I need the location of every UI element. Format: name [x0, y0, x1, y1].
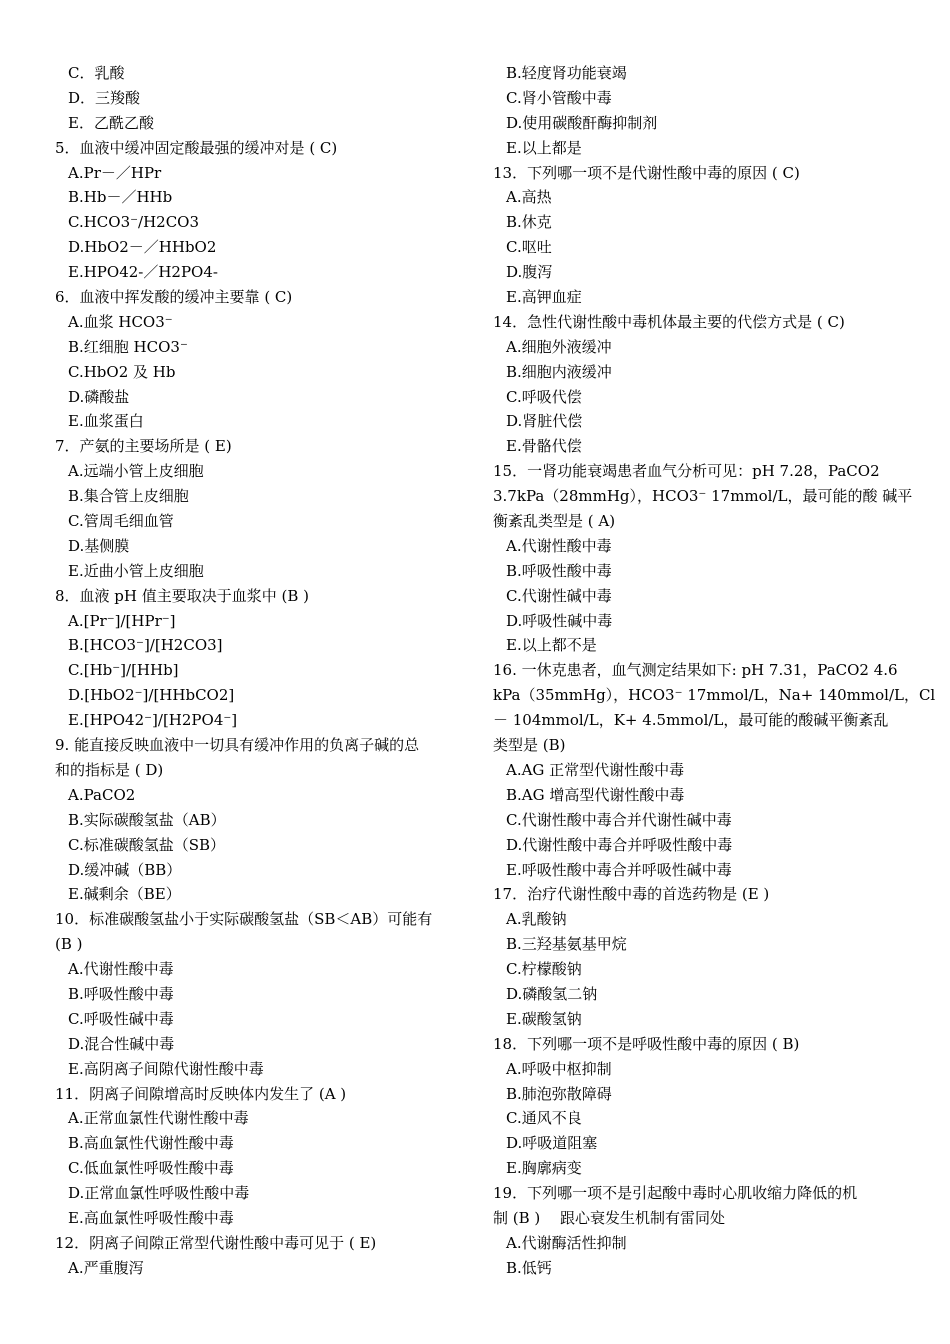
- question-text: － 104mmol/L，K+ 4.5mmol/L，最可能的酸碱平衡紊乱: [493, 711, 889, 730]
- answer-option: A.高热: [506, 188, 552, 207]
- answer-option: D．三羧酸: [68, 88, 141, 107]
- question-text: 16. 一休克患者，血气测定结果如下: pH 7.31，PaCO2 4.6: [493, 661, 898, 680]
- answer-option: A.正常血氯性代谢性酸中毒: [68, 1109, 249, 1128]
- question-text: 15．一肾功能衰竭患者血气分析可见：pH 7.28，PaCO2: [493, 462, 880, 481]
- question-text: 18．下列哪一项不是呼吸性酸中毒的原因 ( B): [493, 1034, 800, 1053]
- answer-option: C.代谢性碱中毒: [506, 586, 612, 605]
- answer-option: D.缓冲碱（BB）: [68, 860, 182, 879]
- answer-option: C.HCO3⁻/H2CO3: [68, 213, 200, 232]
- answer-option: C.通风不良: [506, 1109, 582, 1128]
- question-text: 10．标准碳酸氢盐小于实际碳酸氢盐（SB＜AB）可能有: [55, 910, 433, 929]
- answer-option: E．乙酰乙酸: [68, 113, 154, 132]
- answer-option: A.代谢性酸中毒: [68, 960, 174, 979]
- answer-option: D.肾脏代偿: [506, 412, 583, 431]
- answer-option: D.腹泻: [506, 263, 553, 282]
- answer-option: C.代谢性酸中毒合并代谢性碱中毒: [506, 810, 732, 829]
- answer-option: A.AG 正常型代谢性酸中毒: [506, 760, 685, 779]
- question-text: 5．血液中缓冲固定酸最强的缓冲对是 ( C): [55, 138, 338, 157]
- answer-option: E.近曲小管上皮细胞: [68, 561, 204, 580]
- question-text: 13．下列哪一项不是代谢性酸中毒的原因 ( C): [493, 163, 800, 182]
- answer-option: D.呼吸道阻塞: [506, 1134, 598, 1153]
- answer-option: B.轻度肾功能衰竭: [506, 64, 627, 82]
- answer-option: E.碱剩余（BE）: [68, 885, 181, 904]
- answer-option: D.代谢性酸中毒合并呼吸性酸中毒: [506, 835, 733, 854]
- answer-option: D.基侧膜: [68, 536, 130, 555]
- answer-option: A.细胞外液缓冲: [506, 337, 612, 356]
- answer-option: B.细胞内液缓冲: [506, 362, 612, 381]
- question-text: 12．阴离子间隙正常型代谢性酸中毒可见于 ( E): [55, 1233, 377, 1252]
- answer-option: D.正常血氯性呼吸性酸中毒: [68, 1184, 250, 1203]
- question-text: kPa（35mmHg），HCO3⁻ 17mmol/L，Na+ 140mmol/L，Cl: [493, 686, 936, 705]
- question-text: (B ): [55, 935, 83, 954]
- answer-option: B.低钙: [506, 1258, 552, 1277]
- answer-option: B.高血氯性代谢性酸中毒: [68, 1134, 234, 1153]
- answer-option: D.呼吸性碱中毒: [506, 611, 613, 630]
- answer-option: C.低血氯性呼吸性酸中毒: [68, 1159, 234, 1178]
- question-text: 衡紊乱类型是 ( A): [493, 512, 616, 531]
- question-text: 19．下列哪一项不是引起酸中毒时心肌收缩力降低的机: [493, 1184, 858, 1203]
- left-column: [55, 61, 465, 1281]
- answer-option: C.呼吸代偿: [506, 387, 582, 406]
- answer-option: E.碳酸氢钠: [506, 1009, 582, 1028]
- question-text: 类型是 (B): [493, 736, 566, 755]
- answer-option: B.AG 增高型代谢性酸中毒: [506, 785, 685, 804]
- answer-option: A.[Pr⁻]/[HPr⁻]: [68, 611, 176, 630]
- answer-option: D.磷酸氢二钠: [506, 984, 598, 1003]
- answer-option: A.Pr－／HPr: [68, 163, 162, 182]
- answer-option: C．乳酸: [68, 64, 125, 82]
- answer-option: A.代谢性酸中毒: [506, 536, 612, 555]
- answer-option: B.[HCO3⁻]/[H2CO3]: [68, 636, 223, 655]
- answer-option: B.红细胞 HCO3⁻: [68, 337, 188, 356]
- answer-option: D.磷酸盐: [68, 387, 130, 406]
- answer-option: D.HbO2－／HHbO2: [68, 238, 217, 257]
- answer-option: B.Hb－／HHb: [68, 188, 173, 207]
- question-text: 6．血液中挥发酸的缓冲主要靠 ( C): [55, 288, 293, 307]
- answer-option: B.休克: [506, 213, 552, 232]
- answer-option: A.PaCO2: [68, 785, 136, 804]
- answer-option: A.代谢酶活性抑制: [506, 1233, 627, 1252]
- answer-option: B.实际碳酸氢盐（AB）: [68, 810, 226, 829]
- answer-option: E.以上都是: [506, 138, 582, 157]
- answer-option: A.呼吸中枢抑制: [506, 1059, 612, 1078]
- answer-option: E.高钾血症: [506, 288, 582, 307]
- answer-option: E.高阴离子间隙代谢性酸中毒: [68, 1059, 264, 1078]
- answer-option: A.乳酸钠: [506, 910, 567, 929]
- question-text: 9. 能直接反映血液中一切具有缓冲作用的负离子碱的总: [55, 736, 420, 755]
- answer-option: C.[Hb⁻]/[HHb]: [68, 661, 179, 680]
- answer-option: A.血浆 HCO3⁻: [68, 312, 173, 331]
- answer-option: E.高血氯性呼吸性酸中毒: [68, 1208, 234, 1227]
- answer-option: C.HbO2 及 Hb: [68, 362, 176, 381]
- answer-option: C.管周毛细血管: [68, 512, 174, 531]
- answer-option: E.血浆蛋白: [68, 412, 144, 431]
- answer-option: E.呼吸性酸中毒合并呼吸性碱中毒: [506, 860, 732, 879]
- question-text: 7．产氨的主要场所是 ( E): [55, 437, 232, 456]
- answer-option: B.肺泡弥散障碍: [506, 1084, 612, 1103]
- answer-option: E.[HPO42⁻]/[H2PO4⁻]: [68, 711, 238, 730]
- answer-option: E.胸廓病变: [506, 1159, 582, 1178]
- answer-option: B.呼吸性酸中毒: [68, 984, 174, 1003]
- answer-option: D.使用碳酸酐酶抑制剂: [506, 113, 658, 132]
- answer-option: E.以上都不是: [506, 636, 597, 655]
- question-text: 和的指标是 ( D): [55, 760, 164, 779]
- question-text: 11．阴离子间隙增高时反映体内发生了 (A ): [55, 1084, 347, 1103]
- answer-option: C.呼吸性碱中毒: [68, 1009, 174, 1028]
- answer-option: D.混合性碱中毒: [68, 1034, 175, 1053]
- answer-option: B.集合管上皮细胞: [68, 487, 189, 506]
- answer-option: E.骨骼代偿: [506, 437, 582, 456]
- answer-option: C.标准碳酸氢盐（SB）: [68, 835, 226, 854]
- question-text: 17．治疗代谢性酸中毒的首选药物是 (E ): [493, 885, 770, 904]
- question-text: 14．急性代谢性酸中毒机体最主要的代偿方式是 ( C): [493, 312, 845, 331]
- answer-option: E.HPO42-／H2PO4-: [68, 263, 218, 282]
- question-text: 8．血液 pH 值主要取决于血浆中 (B ): [55, 586, 310, 605]
- answer-option: C.呕吐: [506, 238, 552, 257]
- question-text: 制 (B ) 跟心衰发生机制有雷同处: [493, 1208, 726, 1227]
- answer-option: B.呼吸性酸中毒: [506, 561, 612, 580]
- answer-option: C.柠檬酸钠: [506, 960, 582, 979]
- answer-option: A.严重腹泻: [68, 1258, 144, 1277]
- answer-option: A.远端小管上皮细胞: [68, 462, 204, 481]
- right-column: [493, 61, 936, 1281]
- answer-option: D.[HbO2⁻]/[HHbCO2]: [68, 686, 235, 705]
- question-text: 3.7kPa（28mmHg），HCO3⁻ 17mmol/L，最可能的酸 碱平: [493, 487, 913, 506]
- answer-option: C.肾小管酸中毒: [506, 88, 612, 107]
- answer-option: B.三羟基氨基甲烷: [506, 935, 627, 954]
